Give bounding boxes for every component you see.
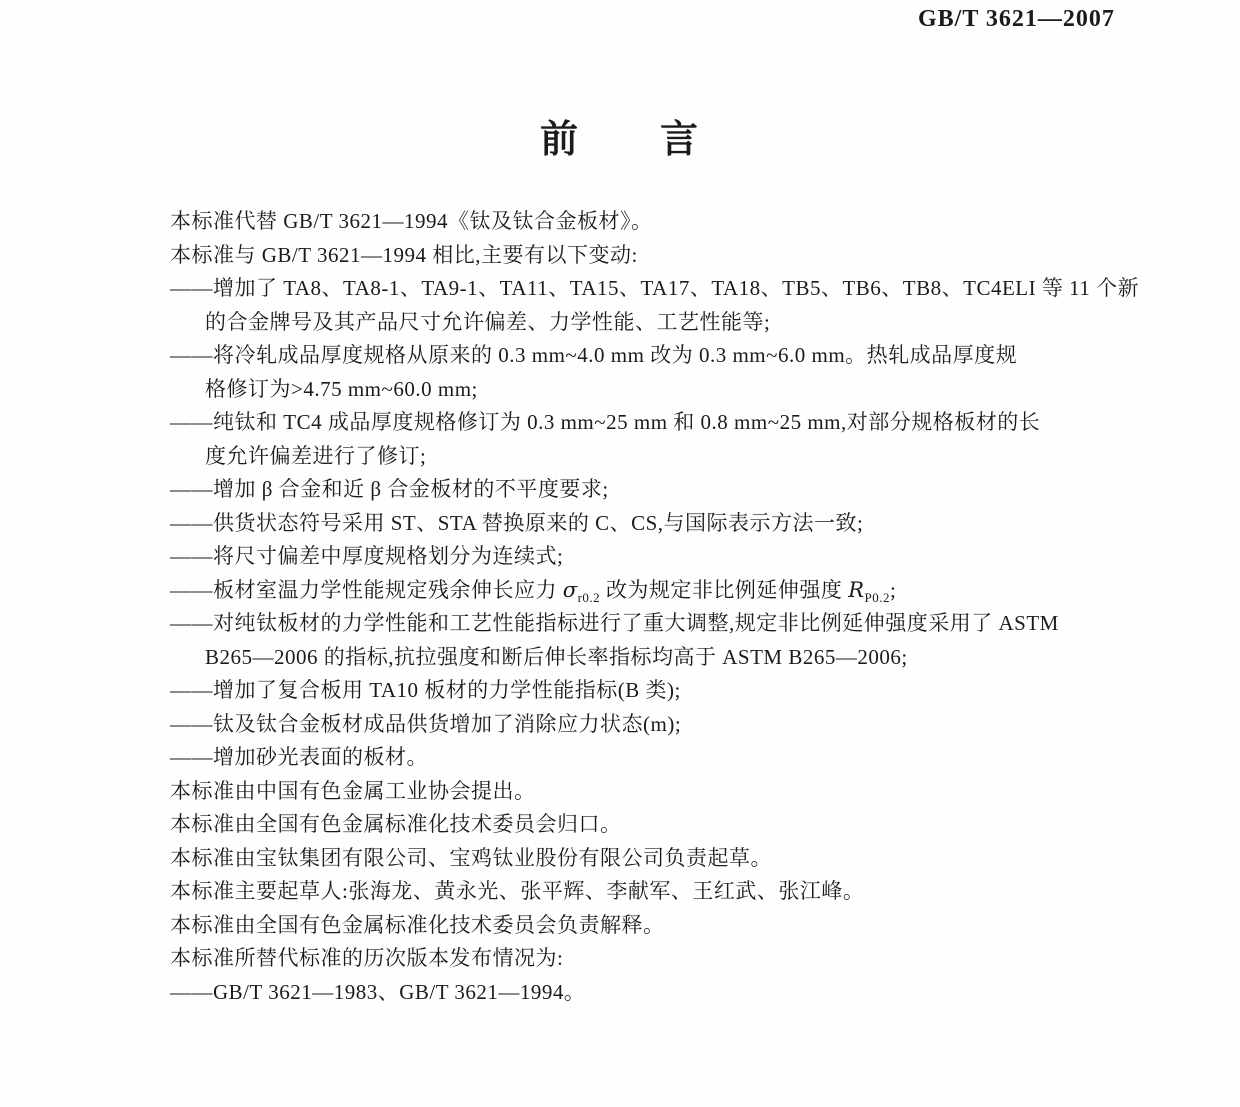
text-line: ——将冷轧成品厚度规格从原来的 0.3 mm~4.0 mm 改为 0.3 mm~6.0 mm。热轧成品厚度规 <box>170 343 1018 367</box>
text-line: ——增加 β 合金和近 β 合金板材的不平度要求; <box>170 477 609 501</box>
formula-prefix: ——板材室温力学性能规定残余伸长应力 <box>170 577 563 602</box>
text-line: ——将尺寸偏差中厚度规格划分为连续式; <box>170 544 564 568</box>
text-line: 本标准代替 GB/T 3621—1994《钛及钛合金板材》。 <box>170 209 653 233</box>
R-subscript: P0.2 <box>864 589 890 605</box>
R-symbol: R <box>848 577 865 602</box>
text-line: 格修订为>4.75 mm~60.0 mm; <box>205 376 478 401</box>
sigma-subscript: r0.2 <box>577 589 601 605</box>
text-line: ——增加了复合板用 TA10 板材的力学性能指标(B 类); <box>170 678 681 702</box>
text-line: ——纯钛和 TC4 成品厚度规格修订为 0.3 mm~25 mm 和 0.8 mm~25 mm,对部分规格板材的长 <box>170 410 1041 434</box>
text-line: 本标准由中国有色金属工业协会提出。 <box>170 778 536 803</box>
text-line: ——增加砂光表面的板材。 <box>170 745 428 769</box>
foreword-body <box>0 205 1240 1009</box>
text-line: ——对纯钛板材的力学性能和工艺性能指标进行了重大调整,规定非比例延伸强度采用了 ASTM <box>170 611 1059 635</box>
text-line: 的合金牌号及其产品尺寸允许偏差、力学性能、工艺性能等; <box>205 309 771 334</box>
text-line: ——供货状态符号采用 ST、STA 替换原来的 C、CS,与国际表示方法一致; <box>170 510 864 535</box>
text-line: 本标准主要起草人:张海龙、黄永光、张平辉、李献军、王红武、张江峰。 <box>170 879 865 903</box>
text-line: ——增加了 TA8、TA8-1、TA9-1、TA11、TA15、TA17、TA18、TB5、TB6、TB8、TC4ELI 等 11 个新 <box>170 276 1140 300</box>
text-line: ——GB/T 3621—1983、GB/T 3621—1994。 <box>170 979 586 1004</box>
formula-middle: 改为规定非比例延伸强度 <box>600 577 849 602</box>
text-line-with-formula <box>170 574 1240 608</box>
text-line: 本标准由全国有色金属标准化技术委员会负责解释。 <box>170 912 665 937</box>
text-line: B265—2006 的指标,抗拉强度和断后伸长率指标均高于 ASTM B265—2006; <box>205 644 908 669</box>
text-line: 本标准与 GB/T 3621—1994 相比,主要有以下变动: <box>170 242 638 267</box>
text-line: 本标准由全国有色金属标准化技术委员会归口。 <box>170 812 622 836</box>
page-title: 前 言 <box>539 119 700 161</box>
text-line: 本标准所替代标准的历次版本发布情况为: <box>170 946 564 970</box>
text-line: ——钛及钛合金板材成品供货增加了消除应力状态(m); <box>170 711 682 736</box>
standard-code: GB/T 3621—2007 <box>918 6 1115 32</box>
sigma-symbol: σ <box>562 577 578 602</box>
formula-suffix: ; <box>889 577 897 602</box>
text-line: 度允许偏差进行了修订; <box>205 443 427 468</box>
text-line: 本标准由宝钛集团有限公司、宝鸡钛业股份有限公司负责起草。 <box>170 845 772 870</box>
